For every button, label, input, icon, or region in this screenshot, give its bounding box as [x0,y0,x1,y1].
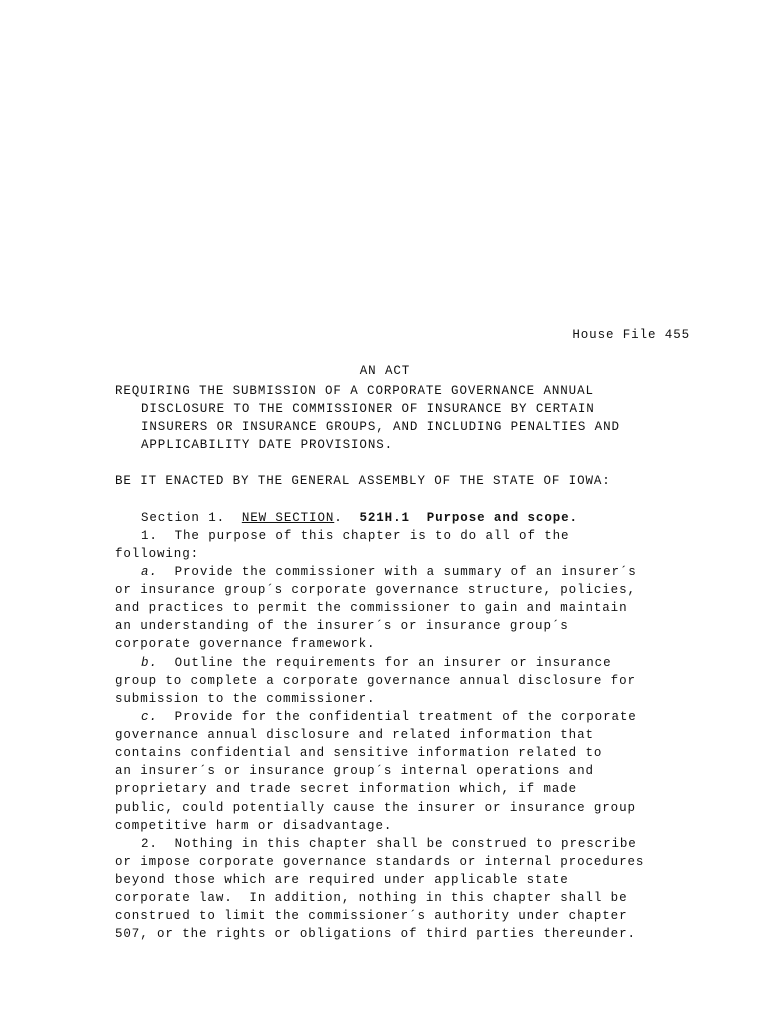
body-line: an insurer´s or insurance group´s internal operations and [115,764,594,778]
body-line: 2. Nothing in this chapter shall be construed to prescribe [141,837,637,851]
body-line: corporate governance framework. [115,637,376,651]
body-line: and practices to permit the commissioner to gain and maintain [115,601,628,615]
section-label: Section 1. [141,511,226,525]
title-line-3: INSURERS OR INSURANCE GROUPS, AND INCLUDING PENALTIES AND [141,420,620,434]
subparagraph-c [141,708,637,726]
subparagraph-b-marker: b. [141,656,158,670]
subparagraph-a [141,563,637,581]
body-line: contains confidential and sensitive information related to [115,746,603,760]
section-heading [141,509,578,527]
body-line: proprietary and trade secret information which, if made [115,782,578,796]
body-line: an understanding of the insurer´s or insurance group´s [115,619,569,633]
body-line: corporate law. In addition, nothing in this chapter shall be [115,891,628,905]
body-line: or impose corporate governance standards or internal procedures [115,855,645,869]
body-line: competitive harm or disadvantage. [115,819,393,833]
section-code: 521H.1 [359,511,410,525]
body-line: or insurance group´s corporate governance structure, policies, [115,583,636,597]
body-line: construed to limit the commissioner´s authority under chapter [115,909,628,923]
body-line: Provide the commissioner with a summary of an insurer´s [157,565,637,579]
section-title: Purpose and scope. [426,511,578,525]
body-line: submission to the commissioner. [115,692,376,706]
act-heading: AN ACT [359,364,411,378]
body-line: Provide for the confidential treatment of the corporate [157,710,637,724]
title-line-1: REQUIRING THE SUBMISSION OF A CORPORATE GOVERNANCE ANNUAL [115,384,594,398]
body-line: following: [115,547,200,561]
section-period: . [334,511,343,525]
subparagraph-b [141,654,611,672]
file-number: House File 455 [572,328,690,342]
subparagraph-a-marker: a. [141,565,158,579]
body-line: Outline the requirements for an insurer or insurance [157,656,612,670]
new-section-label: NEW SECTION [241,511,335,525]
body-line: 1. The purpose of this chapter is to do all of the [141,529,570,543]
enacting-clause: BE IT ENACTED BY THE GENERAL ASSEMBLY OF THE STATE OF IOWA: [115,474,611,488]
body-line: public, could potentially cause the insurer or insurance group [115,801,636,815]
body-line: governance annual disclosure and related information that [115,728,594,742]
subparagraph-c-marker: c. [141,710,158,724]
body-line: beyond those which are required under applicable state [115,873,569,887]
body-line: 507, or the rights or obligations of third parties thereunder. [115,927,636,941]
body-line: group to complete a corporate governance annual disclosure for [115,674,636,688]
title-line-2: DISCLOSURE TO THE COMMISSIONER OF INSURANCE BY CERTAIN [141,402,595,416]
title-line-4: APPLICABILITY DATE PROVISIONS. [141,438,394,452]
